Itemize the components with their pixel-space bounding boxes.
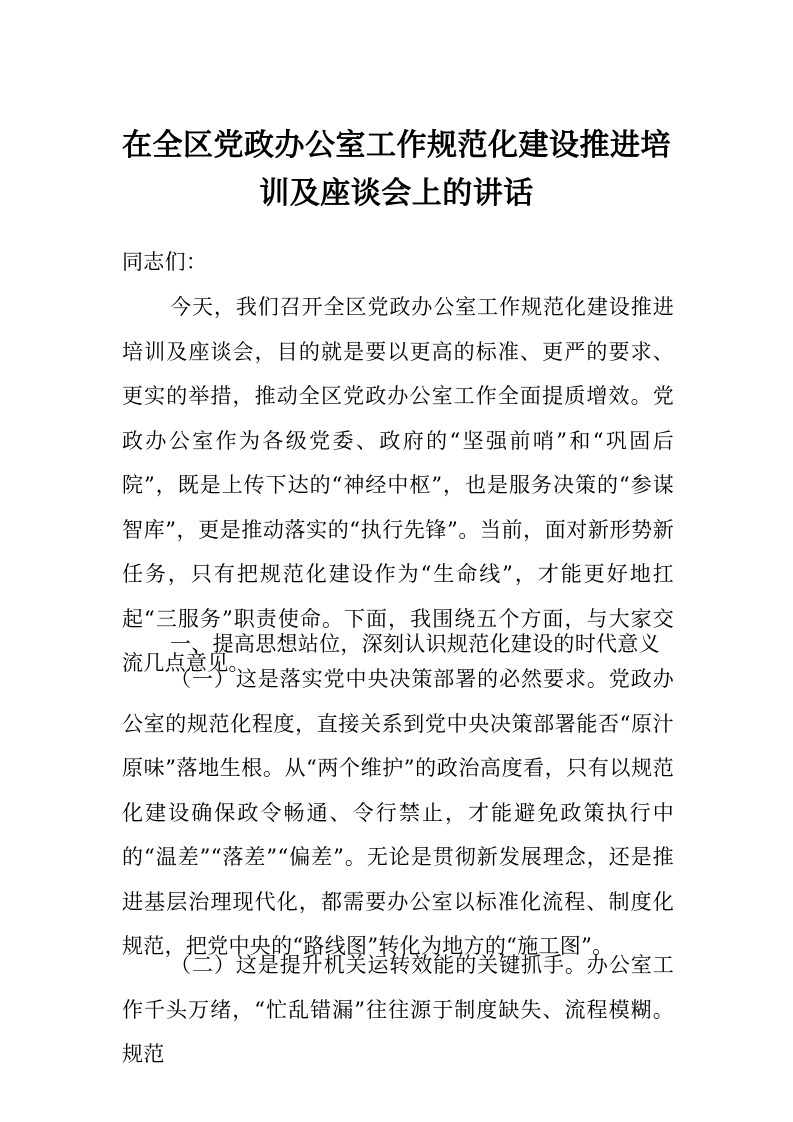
salutation: 同志们： bbox=[122, 250, 208, 274]
section-heading-1: 一、提高思想站位，深刻认识规范化建设的时代意义 bbox=[170, 632, 660, 656]
body-paragraph-subsection-1: （一）这是落实党中央决策部署的必然要求。党政办公室的规范化程度，直接关系到党中央决策部署能否“原汁原味”落地生根。从“两个维护”的政治高度看，只有以规范化建设确保政令畅通、令行禁止，才能避免政策执行中的“温差”“落差”“偏差”。无论是贯彻新发展理念，还是推进基层治理现代化，都需要办公室以标准化流程、制度化规范，把党中央的“路线图”转化为地方的“施工图”。 bbox=[122, 667, 674, 958]
document-title-line-2: 训及座谈会上的讲话 bbox=[259, 176, 534, 211]
body-paragraph-subsection-2: （二）这是提升机关运转效能的关键抓手。办公室工作千头万绪，“忙乱错漏”往往源于制度缺失、流程模糊。规范 bbox=[122, 953, 674, 1066]
document-title-line-1: 在全区党政办公室工作规范化建设推进培 bbox=[122, 128, 671, 163]
body-paragraph-intro: 今天，我们召开全区党政办公室工作规范化建设推进培训及座谈会，目的就是要以更高的标准、更严的要求、更实的举措，推动全区党政办公室工作全面提质增效。党政办公室作为各级党委、政府的“坚强前哨”和“巩固后院”，既是上传下达的“神经中枢”，也是服务决策的“参谋智库”，更是推动落实的“执行先锋”。当前，面对新形势新任务，只有把规范化建设作为“生命线”，才能更好地扛起“三服务”职责使命。下面，我围绕五个方面，与大家交流几点意见。 bbox=[122, 295, 674, 675]
